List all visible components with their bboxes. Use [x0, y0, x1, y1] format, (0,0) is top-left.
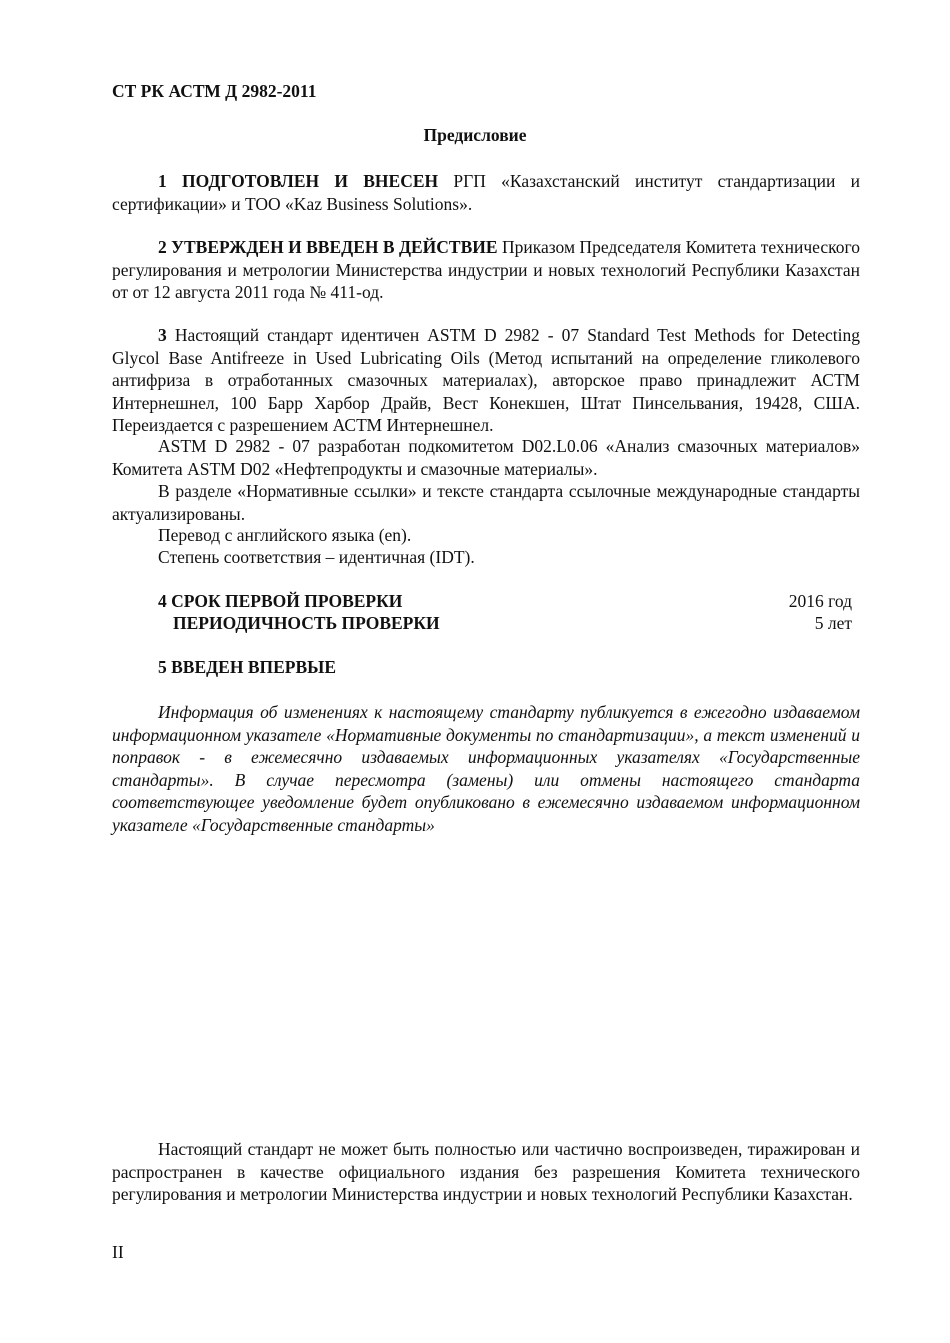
- page-title: Предисловие: [423, 125, 527, 145]
- review-period-label: ПЕРИОДИЧНОСТЬ ПРОВЕРКИ: [173, 613, 440, 633]
- first-review-value: 2016 год: [788, 591, 852, 611]
- paragraph-3: [112, 324, 860, 437]
- paragraph-5-label: 5 ВВЕДЕН ВПЕРВЫЕ: [158, 657, 337, 677]
- document-header: СТ РК АСТМ Д 2982-2011: [112, 81, 317, 101]
- paragraph-5: [158, 656, 852, 679]
- paragraph-1-heading: 1 ПОДГОТОВЛЕН И ВНЕСЕН: [158, 171, 439, 191]
- paragraph-3-heading: 3: [158, 325, 167, 345]
- paragraph-3-astm: ASTM D 2982 - 07 разработан подкомитетом D02.L0.06 «Анализ смазочных материалов» Комитета ASTM D02 «Нефтепродукты и смазочные материалы».: [112, 436, 860, 479]
- page-number: II: [112, 1242, 124, 1262]
- paragraph-2-heading: 2 УТВЕРЖДЕН И ВВЕДЕН В ДЕЙСТВИЕ: [158, 237, 498, 257]
- paragraph-3-references: В разделе «Нормативные ссылки» и тексте стандарта ссылочные международные стандарты актуализированы.: [112, 481, 860, 524]
- changes-information: Информация об изменениях к настоящему стандарту публикуется в ежегодно издаваемом информационном указателе «Нормативные документы по стандартизации», а текст изменений и поправок - в ежемесячно издаваемых информационных указателях «Государственные стандарты». В случае пересмотра (замены) или отмены настоящего стандарта соответствующее уведомление будет опубликовано в ежемесячно издаваемом информационном указателе «Государственные стандарты»: [112, 702, 860, 835]
- copyright-note: Настоящий стандарт не может быть полностью или частично воспроизведен, тиражирован и распространен в качестве официального издания без разрешения Комитета технического регулирования и метрологии Министерства индустрии и новых технологий Республики Казахстан.: [112, 1139, 860, 1204]
- review-period-row: [158, 612, 852, 635]
- review-period-value: 5 лет: [814, 613, 852, 633]
- first-review-label: 4 СРОК ПЕРВОЙ ПРОВЕРКИ: [158, 591, 403, 611]
- paragraph-3-text: Настоящий стандарт идентичен ASTM D 2982 - 07 Standard Test Methods for Detecting Glycol Base Antifreeze in Used Lubricating Oils (Метод испытаний на определение гликолевого антифриза в отработанных смазочных материалах), авторское право принадлежит АСТМ Интернешнел, 100 Барр Харбор Драйв, Вест Конекшен, Штат Пинсельвания, 19428, США. Переиздается с разрешением АСТМ Интернешнел.: [112, 325, 860, 435]
- paragraph-2: [112, 236, 860, 304]
- paragraph-1-text: РГП «Казахстанский институт стандартизации и сертификации» и ТОО «Kaz Business Solutions».: [112, 171, 860, 214]
- conformity-note: Степень соответствия – идентичная (IDT).: [158, 547, 475, 567]
- translation-note: Перевод с английского языка (en).: [158, 525, 412, 545]
- paragraph-2-text: Приказом Председателя Комитета технического регулирования и метрологии Министерства индустрии и новых технологий Республики Казахстан от от 12 августа 2011 года № 411-од.: [112, 237, 860, 302]
- paragraph-1: [112, 170, 860, 215]
- first-review-row: [158, 590, 852, 613]
